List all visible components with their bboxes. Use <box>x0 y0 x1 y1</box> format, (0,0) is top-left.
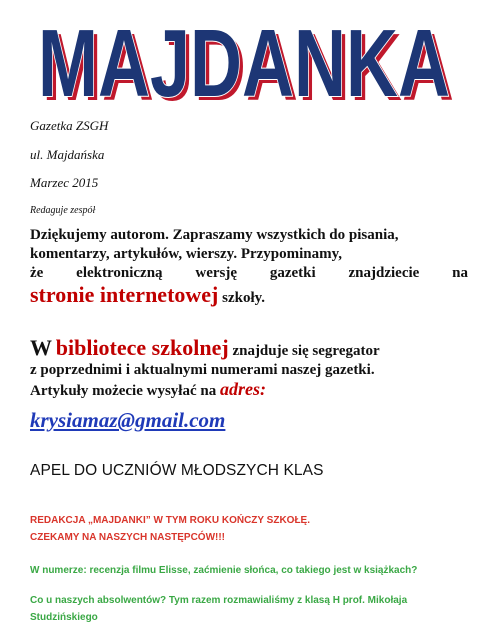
website-suffix: szkoły. <box>222 290 266 306</box>
masthead-title-text: MAJDANKA <box>38 10 450 112</box>
library-line-3 <box>30 380 468 401</box>
masthead-title <box>0 0 488 112</box>
website-highlight: stronie internetowej <box>30 282 219 307</box>
library-line-3-start: Artykuły możecie wysyłać na <box>30 383 217 399</box>
email-link[interactable]: krysiamaz@gmail.com <box>30 408 226 432</box>
editorial-notice <box>30 512 470 546</box>
alumni-note <box>30 592 470 626</box>
alumni-note-line-1: Co u naszych absolwentów? Tym razem rozmawialiśmy z klasą H prof. Mikołaja <box>30 595 408 606</box>
thanks-line-3: że elektroniczną wersję gazetki znajdziecie na <box>30 265 468 281</box>
editorial-notice-line-1: REDAKCJA „MAJDANKI” W TYM ROKU KOŃCZY SZKOŁĘ. <box>30 515 311 526</box>
issue-contents <box>30 562 470 579</box>
library-highlight: bibliotece szkolnej <box>55 335 229 360</box>
library-line-1-rest: znajduje się segregator <box>232 343 380 359</box>
thanks-line-4 <box>30 282 468 308</box>
library-lead: W <box>30 335 52 360</box>
library-line-2: z poprzednimi i aktualnymi numerami naszej gazetki. <box>30 362 375 378</box>
alumni-note-line-2: Studzińskiego <box>30 612 98 623</box>
masthead-logo <box>0 0 488 112</box>
library-line-1 <box>30 335 468 361</box>
thanks-paragraph <box>30 226 468 308</box>
masthead-title-shadow: MAJDANKA <box>42 14 454 112</box>
thanks-line-2: komentarzy, artykułów, wierszy. Przypominamy, <box>30 246 343 262</box>
editorial-team: Redaguje zespół <box>30 205 96 216</box>
issue-contents-line: W numerze: recenzja filmu Elisse, zaćmienie słońca, co takiego jest w książkach? <box>30 565 418 576</box>
issue-date: Marzec 2015 <box>30 175 99 190</box>
address: ul. Majdańska <box>30 147 105 162</box>
library-paragraph <box>30 335 468 401</box>
appeal-heading: APEL DO UCZNIÓW MŁODSZYCH KLAS <box>30 462 324 479</box>
thanks-line-1: Dziękujemy autorom. Zapraszamy wszystkich do pisania, <box>30 227 399 243</box>
editorial-notice-line-2: CZEKAMY NA NASZYCH NASTĘPCÓW!!! <box>30 532 225 543</box>
newspaper-name: Gazetka ZSGH <box>30 118 109 133</box>
address-highlight: adres: <box>219 379 266 399</box>
